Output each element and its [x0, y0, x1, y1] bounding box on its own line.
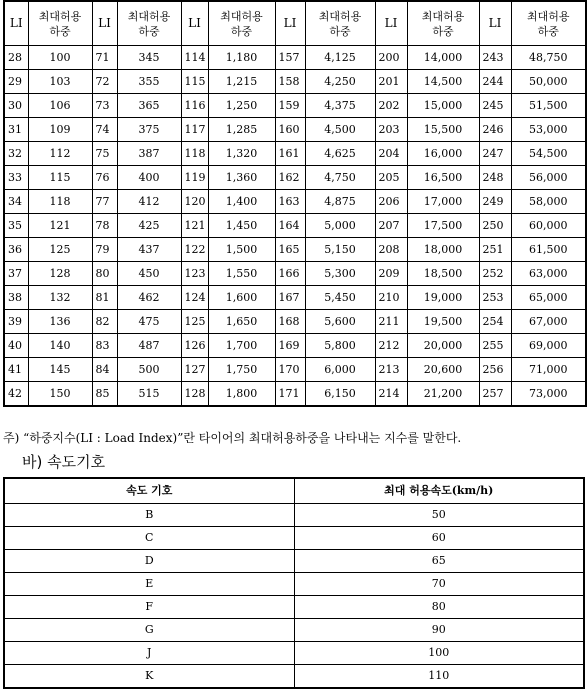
header-max-load: 최대허용 하중	[305, 1, 375, 46]
max-speed-cell: 70	[294, 573, 584, 596]
max-load-cell: 5,800	[305, 334, 375, 358]
max-load-cell: 5,450	[305, 286, 375, 310]
max-load-cell: 1,320	[208, 142, 275, 166]
max-load-cell: 103	[28, 70, 92, 94]
li-cell: 115	[181, 70, 208, 94]
li-cell: 249	[479, 190, 511, 214]
li-cell: 71	[92, 46, 117, 70]
li-cell: 29	[4, 70, 28, 94]
max-load-cell: 4,625	[305, 142, 375, 166]
max-speed-cell: 80	[294, 596, 584, 619]
max-load-cell: 345	[117, 46, 181, 70]
max-load-cell: 136	[28, 310, 92, 334]
li-cell: 170	[275, 358, 305, 382]
li-cell: 127	[181, 358, 208, 382]
max-speed-cell: 110	[294, 665, 584, 689]
max-load-cell: 515	[117, 382, 181, 407]
max-load-cell: 63,000	[511, 262, 586, 286]
max-load-cell: 14,000	[407, 46, 479, 70]
max-load-cell: 6,000	[305, 358, 375, 382]
li-cell: 202	[375, 94, 407, 118]
speed-symbol-cell: K	[4, 665, 294, 689]
max-load-cell: 54,500	[511, 142, 586, 166]
speed-symbol-cell: J	[4, 642, 294, 665]
max-load-cell: 475	[117, 310, 181, 334]
max-load-cell: 21,200	[407, 382, 479, 407]
max-load-cell: 400	[117, 166, 181, 190]
li-cell: 250	[479, 214, 511, 238]
li-cell: 209	[375, 262, 407, 286]
max-load-cell: 19,500	[407, 310, 479, 334]
li-cell: 84	[92, 358, 117, 382]
li-cell: 126	[181, 334, 208, 358]
max-load-cell: 15,500	[407, 118, 479, 142]
li-cell: 75	[92, 142, 117, 166]
li-cell: 74	[92, 118, 117, 142]
max-load-cell: 5,600	[305, 310, 375, 334]
li-cell: 76	[92, 166, 117, 190]
max-load-cell: 500	[117, 358, 181, 382]
li-cell: 165	[275, 238, 305, 262]
speed-symbol-cell: G	[4, 619, 294, 642]
max-load-cell: 1,360	[208, 166, 275, 190]
max-load-cell: 6,150	[305, 382, 375, 407]
table-row	[4, 190, 586, 214]
max-load-cell: 53,000	[511, 118, 586, 142]
table-row	[4, 619, 584, 642]
table-row	[4, 504, 584, 527]
table-row	[4, 238, 586, 262]
li-cell: 256	[479, 358, 511, 382]
li-cell: 207	[375, 214, 407, 238]
header-li: LI	[92, 1, 117, 46]
li-cell: 211	[375, 310, 407, 334]
li-cell: 82	[92, 310, 117, 334]
li-cell: 162	[275, 166, 305, 190]
max-load-cell: 115	[28, 166, 92, 190]
table-row	[4, 596, 584, 619]
li-cell: 164	[275, 214, 305, 238]
max-load-cell: 365	[117, 94, 181, 118]
li-cell: 121	[181, 214, 208, 238]
max-load-cell: 56,000	[511, 166, 586, 190]
max-load-cell: 16,500	[407, 166, 479, 190]
li-cell: 37	[4, 262, 28, 286]
li-cell: 159	[275, 94, 305, 118]
li-cell: 167	[275, 286, 305, 310]
li-cell: 118	[181, 142, 208, 166]
max-load-cell: 60,000	[511, 214, 586, 238]
table-row	[4, 94, 586, 118]
table-row	[4, 334, 586, 358]
max-load-cell: 4,500	[305, 118, 375, 142]
li-cell: 243	[479, 46, 511, 70]
table-row	[4, 142, 586, 166]
header-max-speed: 최대 허용속도(km/h)	[294, 478, 584, 504]
header-max-load: 최대허용 하중	[407, 1, 479, 46]
max-load-cell: 128	[28, 262, 92, 286]
max-load-cell: 132	[28, 286, 92, 310]
max-load-cell: 18,500	[407, 262, 479, 286]
max-speed-cell: 50	[294, 504, 584, 527]
max-load-cell: 425	[117, 214, 181, 238]
max-load-cell: 71,000	[511, 358, 586, 382]
header-max-load: 최대허용 하중	[28, 1, 92, 46]
max-load-cell: 1,550	[208, 262, 275, 286]
max-load-cell: 67,000	[511, 310, 586, 334]
li-cell: 38	[4, 286, 28, 310]
li-cell: 246	[479, 118, 511, 142]
speed-header-row	[4, 478, 584, 504]
table-row	[4, 642, 584, 665]
max-load-cell: 462	[117, 286, 181, 310]
max-load-cell: 487	[117, 334, 181, 358]
header-speed-symbol: 속도 기호	[4, 478, 294, 504]
li-cell: 213	[375, 358, 407, 382]
li-cell: 168	[275, 310, 305, 334]
li-cell: 30	[4, 94, 28, 118]
max-load-cell: 17,000	[407, 190, 479, 214]
max-load-cell: 1,400	[208, 190, 275, 214]
max-load-cell: 4,375	[305, 94, 375, 118]
header-li: LI	[479, 1, 511, 46]
table-row	[4, 573, 584, 596]
max-load-cell: 437	[117, 238, 181, 262]
li-cell: 73	[92, 94, 117, 118]
table-row	[4, 382, 586, 407]
max-speed-cell: 65	[294, 550, 584, 573]
li-cell: 251	[479, 238, 511, 262]
li-cell: 255	[479, 334, 511, 358]
max-load-cell: 69,000	[511, 334, 586, 358]
li-cell: 212	[375, 334, 407, 358]
max-load-cell: 58,000	[511, 190, 586, 214]
li-cell: 119	[181, 166, 208, 190]
max-load-cell: 387	[117, 142, 181, 166]
li-cell: 214	[375, 382, 407, 407]
max-load-cell: 121	[28, 214, 92, 238]
li-cell: 39	[4, 310, 28, 334]
max-load-cell: 1,600	[208, 286, 275, 310]
max-load-cell: 106	[28, 94, 92, 118]
max-load-cell: 140	[28, 334, 92, 358]
li-cell: 36	[4, 238, 28, 262]
max-load-cell: 1,215	[208, 70, 275, 94]
li-cell: 40	[4, 334, 28, 358]
speed-symbol-cell: B	[4, 504, 294, 527]
li-cell: 245	[479, 94, 511, 118]
max-load-cell: 412	[117, 190, 181, 214]
max-load-cell: 15,000	[407, 94, 479, 118]
li-cell: 123	[181, 262, 208, 286]
table-row	[4, 310, 586, 334]
max-load-cell: 5,000	[305, 214, 375, 238]
max-load-cell: 65,000	[511, 286, 586, 310]
max-load-cell: 118	[28, 190, 92, 214]
li-cell: 79	[92, 238, 117, 262]
li-cell: 157	[275, 46, 305, 70]
max-load-cell: 73,000	[511, 382, 586, 407]
max-load-cell: 1,750	[208, 358, 275, 382]
li-cell: 28	[4, 46, 28, 70]
header-li: LI	[4, 1, 28, 46]
speed-symbol-cell: C	[4, 527, 294, 550]
table-row	[4, 262, 586, 286]
max-load-cell: 112	[28, 142, 92, 166]
max-load-cell: 375	[117, 118, 181, 142]
li-cell: 35	[4, 214, 28, 238]
max-load-cell: 4,125	[305, 46, 375, 70]
max-load-cell: 19,000	[407, 286, 479, 310]
max-load-cell: 17,500	[407, 214, 479, 238]
li-cell: 204	[375, 142, 407, 166]
li-cell: 208	[375, 238, 407, 262]
li-cell: 41	[4, 358, 28, 382]
max-load-cell: 16,000	[407, 142, 479, 166]
li-cell: 33	[4, 166, 28, 190]
max-load-cell: 50,000	[511, 70, 586, 94]
max-load-cell: 100	[28, 46, 92, 70]
max-load-cell: 1,700	[208, 334, 275, 358]
li-cell: 171	[275, 382, 305, 407]
li-cell: 125	[181, 310, 208, 334]
li-cell: 163	[275, 190, 305, 214]
header-li: LI	[275, 1, 305, 46]
li-cell: 166	[275, 262, 305, 286]
max-load-cell: 109	[28, 118, 92, 142]
li-cell: 205	[375, 166, 407, 190]
li-cell: 114	[181, 46, 208, 70]
speed-symbol-cell: D	[4, 550, 294, 573]
max-load-cell: 51,500	[511, 94, 586, 118]
li-cell: 257	[479, 382, 511, 407]
li-cell: 203	[375, 118, 407, 142]
table-row	[4, 118, 586, 142]
li-cell: 34	[4, 190, 28, 214]
max-load-cell: 1,285	[208, 118, 275, 142]
max-load-cell: 1,800	[208, 382, 275, 407]
table-header-row	[4, 1, 586, 46]
header-li: LI	[181, 1, 208, 46]
max-load-cell: 1,450	[208, 214, 275, 238]
li-cell: 201	[375, 70, 407, 94]
max-load-cell: 4,875	[305, 190, 375, 214]
li-cell: 252	[479, 262, 511, 286]
header-max-load: 최대허용 하중	[117, 1, 181, 46]
load-index-note: 주) “하중지수(LI : Load Index)”란 타이어의 최대허용하중을 나타내는 지수를 말한다.	[3, 431, 462, 445]
li-cell: 81	[92, 286, 117, 310]
max-load-cell: 5,300	[305, 262, 375, 286]
li-cell: 248	[479, 166, 511, 190]
table-row	[4, 166, 586, 190]
max-load-cell: 5,150	[305, 238, 375, 262]
table-row	[4, 665, 584, 689]
li-cell: 122	[181, 238, 208, 262]
table-row	[4, 550, 584, 573]
li-cell: 85	[92, 382, 117, 407]
li-cell: 158	[275, 70, 305, 94]
li-cell: 161	[275, 142, 305, 166]
max-load-cell: 1,650	[208, 310, 275, 334]
max-load-cell: 4,750	[305, 166, 375, 190]
li-cell: 80	[92, 262, 117, 286]
li-cell: 78	[92, 214, 117, 238]
max-load-cell: 355	[117, 70, 181, 94]
max-load-cell: 1,180	[208, 46, 275, 70]
max-load-cell: 145	[28, 358, 92, 382]
table-row	[4, 286, 586, 310]
li-cell: 42	[4, 382, 28, 407]
section-title: 바) 속도기호	[22, 453, 106, 471]
header-max-load: 최대허용 하중	[208, 1, 275, 46]
table-row	[4, 46, 586, 70]
li-cell: 160	[275, 118, 305, 142]
li-cell: 117	[181, 118, 208, 142]
max-load-cell: 61,500	[511, 238, 586, 262]
max-load-cell: 150	[28, 382, 92, 407]
li-cell: 206	[375, 190, 407, 214]
table-row	[4, 70, 586, 94]
max-load-cell: 1,250	[208, 94, 275, 118]
max-load-cell: 48,750	[511, 46, 586, 70]
speed-symbol-cell: E	[4, 573, 294, 596]
li-cell: 210	[375, 286, 407, 310]
max-load-cell: 1,500	[208, 238, 275, 262]
max-speed-cell: 100	[294, 642, 584, 665]
li-cell: 247	[479, 142, 511, 166]
li-cell: 128	[181, 382, 208, 407]
max-load-cell: 125	[28, 238, 92, 262]
li-cell: 120	[181, 190, 208, 214]
speed-symbol-table	[3, 477, 585, 689]
li-cell: 169	[275, 334, 305, 358]
max-load-cell: 18,000	[407, 238, 479, 262]
li-cell: 77	[92, 190, 117, 214]
table-row	[4, 358, 586, 382]
header-max-load: 최대허용 하중	[511, 1, 586, 46]
speed-symbol-cell: F	[4, 596, 294, 619]
table-row	[4, 214, 586, 238]
li-cell: 124	[181, 286, 208, 310]
max-load-cell: 4,250	[305, 70, 375, 94]
li-cell: 254	[479, 310, 511, 334]
max-load-cell: 20,000	[407, 334, 479, 358]
max-load-cell: 20,600	[407, 358, 479, 382]
max-speed-cell: 90	[294, 619, 584, 642]
load-index-table	[3, 0, 587, 407]
table-row	[4, 527, 584, 550]
header-li: LI	[375, 1, 407, 46]
li-cell: 244	[479, 70, 511, 94]
li-cell: 72	[92, 70, 117, 94]
li-cell: 200	[375, 46, 407, 70]
li-cell: 31	[4, 118, 28, 142]
li-cell: 116	[181, 94, 208, 118]
li-cell: 253	[479, 286, 511, 310]
li-cell: 32	[4, 142, 28, 166]
max-speed-cell: 60	[294, 527, 584, 550]
max-load-cell: 14,500	[407, 70, 479, 94]
li-cell: 83	[92, 334, 117, 358]
max-load-cell: 450	[117, 262, 181, 286]
